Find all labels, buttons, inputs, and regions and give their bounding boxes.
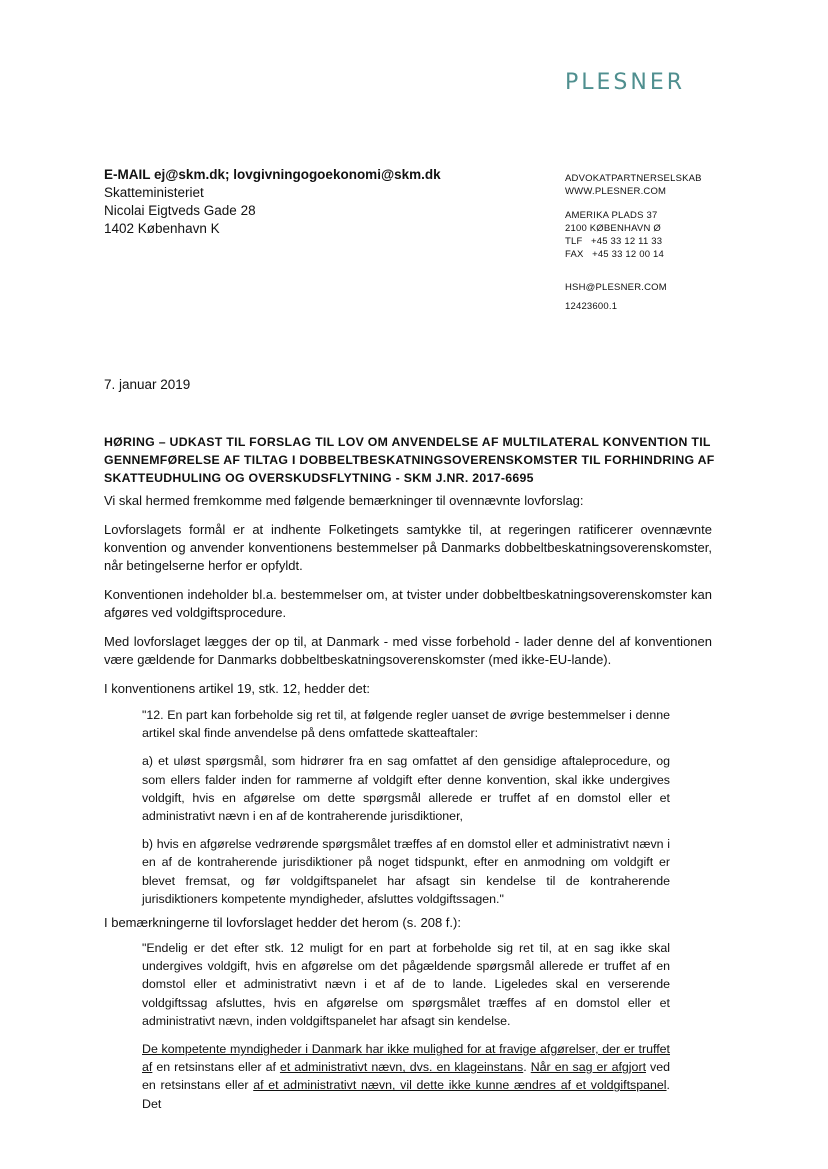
recipient-line: 1402 København K bbox=[104, 221, 220, 236]
letter-body bbox=[104, 492, 712, 1123]
underlined-text: Når en sag er afgjort bbox=[530, 1060, 647, 1075]
quote-paragraph-underlined bbox=[142, 1040, 670, 1113]
paragraph: Lovforslagets formål er at indhente Folketingets samtykke til, at regeringen ratificerer ovennævnte konvention og anvender konventionens bestemmelser på Danmarks dobbeltbeskatningsoverenskomster, når betingelserne herfor er opfyldt. bbox=[104, 522, 712, 573]
quote-paragraph: "12. En part kan forbeholde sig ret til, at følgende regler uanset de øvrige bestemmelser i denne artikel skal finde anvendelse på dens omfattede skatteaftaler: bbox=[142, 708, 670, 741]
underlined-text: af et administrativt nævn, vil dette ikke kunne ændres af et voldgiftspanel bbox=[253, 1078, 667, 1093]
plain-text: . Det bbox=[142, 1078, 670, 1111]
letter-heading: HØRING – UDKAST TIL FORSLAG TIL LOV OM ANVENDELSE AF MULTILATERAL KONVENTION TIL GENNEMFØRELSE AF TILTAG I DOBBELTBESKATNINGSOVERENSKOMSTER TIL FORHINDRING AF SKATTEUDHULING OG OVERSKUDSFLYTNING - SKM J.NR. 2017-6695 bbox=[104, 435, 715, 485]
recipient-line: Nicolai Eigtveds Gade 28 bbox=[104, 203, 256, 218]
paragraph: Vi skal hermed fremkomme med følgende bemærkninger til ovennævnte lovforslag: bbox=[104, 493, 584, 508]
plesner-logo: PLESNER bbox=[565, 70, 686, 95]
firm-street: AMERIKA PLADS 37 bbox=[565, 210, 658, 221]
letter-date: 7. januar 2019 bbox=[104, 377, 191, 392]
recipient-line: Skatteministeriet bbox=[104, 185, 204, 200]
plain-text: ved en retsinstans eller bbox=[142, 1060, 671, 1093]
paragraph: Konventionen indeholder bl.a. bestemmelser om, at tvister under dobbeltbeskatningsoverenskomster kan afgøres ved voldgiftsprocedure. bbox=[104, 587, 712, 620]
paragraph: I bemærkningerne til lovforslaget hedder det herom (s. 208 f.): bbox=[104, 915, 461, 931]
quote-paragraph: "Endelig er det efter stk. 12 muligt for en part at forbeholde sig ret til, at en sag ikke skal undergives voldgift, hvis en afgørelse om det pågældende spørgsmål allerede er truffet af en domstol eller et administrativt nævn i et af de to lande. Ligeledes skal en verserende voldgiftssag afsluttes, hvis en afgørelse om spørgsmålet træffes af en domstol eller et administrativt nævn, inden voldgiftspanelet har afsagt sin kendelse. bbox=[142, 941, 670, 1028]
plain-text: en retsinstans eller af bbox=[152, 1060, 280, 1075]
firm-city: 2100 KØBENHAVN Ø bbox=[565, 223, 661, 234]
block-quote-article-19 bbox=[142, 706, 670, 908]
paragraph: Med lovforslaget lægges der op til, at Danmark - med visse forbehold - lader denne del af konventionen være gældende for Danmarks dobbeltbeskatningsoverenskomster (med ikke-EU-lande). bbox=[104, 634, 712, 667]
firm-fax: FAX +45 33 12 00 14 bbox=[565, 249, 665, 260]
plain-text: . bbox=[523, 1060, 531, 1075]
recipient-email: E-MAIL ej@skm.dk; lovgivningogoekonomi@skm.dk bbox=[104, 167, 441, 182]
block-quote-remarks bbox=[142, 939, 670, 1113]
quote-paragraph: a) et uløst spørgsmål, som hidrører fra en sag omfattet af den gensidige aftaleprocedure, og som ellers falder inden for rammerne af voldgift efter denne konvention, skal ikke undergives voldgift, hvis en afgørelse om dette spørgsmål allerede er truffet af en domstol eller et administrativt nævn i en af de kontraherende jurisdiktioner, bbox=[142, 754, 670, 824]
firm-web: WWW.PLESNER.COM bbox=[565, 186, 667, 197]
recipient-address bbox=[104, 166, 441, 238]
paragraph: I konventionens artikel 19, stk. 12, hedder det: bbox=[104, 681, 370, 696]
underlined-text: De kompetente myndigheder i Danmark har ikke mulighed for at fravige afgørelser, der er truffet af bbox=[142, 1042, 670, 1075]
firm-email: HSH@PLESNER.COM bbox=[565, 282, 667, 293]
quote-paragraph: b) hvis en afgørelse vedrørende spørgsmålet træffes af en domstol eller et administrativt nævn i en af de kontraherende jurisdiktioner på noget tidspunkt, efter en anmodning om voldgift er blevet fremsat, og før voldgiftspanelet har afsagt sin kendelse til de kontraherende jurisdiktioners kompetente myndigheder, afsluttes voldgiftssagen." bbox=[142, 837, 670, 906]
document-reference: 12423600.1 bbox=[565, 301, 618, 312]
firm-phone: TLF +45 33 12 11 33 bbox=[565, 236, 663, 247]
underlined-text: et administrativt nævn, dvs. en klageinstans bbox=[279, 1060, 524, 1075]
firm-info bbox=[565, 172, 702, 313]
firm-type: ADVOKATPARTNERSELSKAB bbox=[565, 173, 702, 184]
